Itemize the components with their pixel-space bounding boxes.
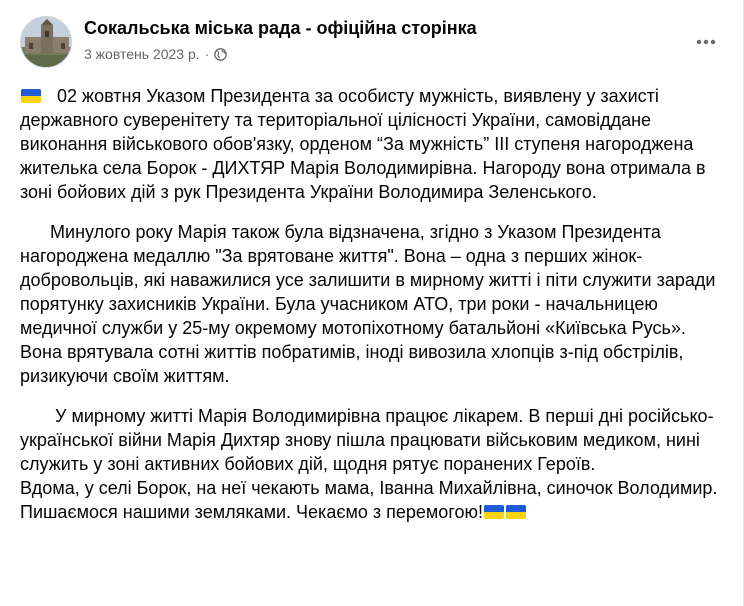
church-photo-icon bbox=[21, 17, 72, 68]
globe-icon[interactable] bbox=[214, 48, 227, 61]
paragraph-2 bbox=[20, 220, 726, 388]
paragraph-5-text: Пишаємося нашими земляками. Чекаємо з перемогою! bbox=[20, 502, 483, 522]
ukraine-flag-icon bbox=[21, 89, 41, 103]
paragraph-3-text: У мирному житті Марія Володимирівна працює лікарем. В перші дні російсько-української війни Марія Дихтяр знову пішла працювати військовим медиком, нині служить у зоні активних бойових дій, щодня рятує поранених Героїв. bbox=[20, 406, 714, 474]
paragraph-1 bbox=[20, 84, 726, 204]
paragraph-5 bbox=[20, 500, 726, 524]
paragraph-4: Вдома, у селі Борок, на неї чекають мама, Іванна Михайлівна, синочок Володимир. bbox=[20, 478, 718, 498]
avatar[interactable] bbox=[20, 16, 72, 68]
post-meta bbox=[84, 46, 227, 62]
page-name[interactable]: Сокальська міська рада - офіційна сторінка bbox=[84, 18, 477, 38]
paragraph-1-text: 02 жовтня Указом Президента за особисту мужність, виявлену у захисті державного суверенітету та територіальної цілісності України, самовіддане виконання військового обов'язку, орденом “За мужність” ІІІ ступеня нагороджена жителька села Борок - ДИХТЯР Марія Володимирівна. Нагороду вона отримала в зоні бойових дій з рук Президента України Володимира Зеленського. bbox=[20, 86, 706, 202]
post-header bbox=[20, 16, 730, 68]
more-options-button[interactable] bbox=[688, 24, 724, 60]
post-text bbox=[20, 84, 726, 524]
post-date[interactable]: 3 жовтень 2023 р. bbox=[84, 46, 200, 62]
more-dots-icon bbox=[696, 39, 716, 45]
ukraine-flag-icon bbox=[506, 505, 526, 519]
ukraine-flag-icon bbox=[484, 505, 504, 519]
paragraph-2-text: Минулого року Марія також була відзначена, згідно з Указом Президента нагороджена медаллю "За врятоване життя". Вона – одна з перших жінок-добровольців, які наважилися усе залишити в мирному житті і піти служити заради порятунку захисників України. Була учасником АТО, три роки - начальницею медичної служби у 25-му окремому мотопіхотному батальйоні «Київська Русь». Вона врятувала сотні життів побратимів, іноді вивозила хлопців з-під обстрілів, ризикуючи своїм життям. bbox=[20, 222, 716, 386]
paragraph-3 bbox=[20, 404, 726, 476]
meta-separator: · bbox=[204, 46, 210, 62]
